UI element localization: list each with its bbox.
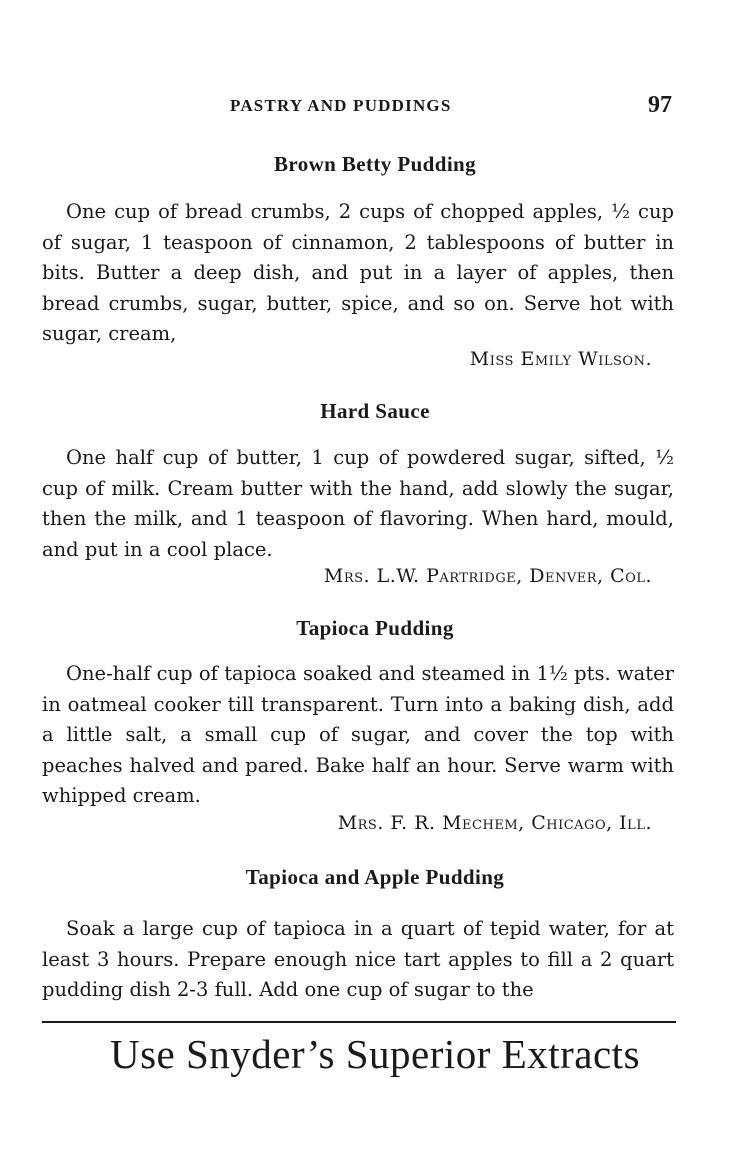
recipe-attribution-brown-betty: Miss Emily Wilson. [469,348,652,370]
running-head [0,92,750,122]
recipe-title-brown-betty: Brown Betty Pudding [273,152,477,176]
recipe-body-brown-betty: One cup of bread crumbs, 2 cups of chopped apples, ½ cup of sugar, 1 teaspoon of cinnamon, 2 tablespoons of butter in bits. Butter a deep dish, and put in a layer of apples, then bread crumbs, sugar, butter, spice, and so on. Serve hot with sugar, cream, [42,200,674,345]
recipe-body-hard-sauce: One half cup of butter, 1 cup of powdered sugar, sifted, ½ cup of milk. Cream butter with the hand, add slowly the sugar, then the milk, and 1 teaspoon of flavoring. When hard, mould, and put in a cool place. [42,446,674,561]
recipe-title-tapioca-apple: Tapioca and Apple Pudding [245,865,505,889]
page-number: 97 [648,92,672,118]
recipe-body-tapioca: One-half cup of tapioca soaked and steamed in 1½ pts. water in oatmeal cooker till transparent. Turn into a baking dish, add a little salt, a small cup of sugar, and cover the top with peaches halved and pared. Bake half an hour. Serve warm with whipped cream. [42,662,674,807]
recipe-body-tapioca-apple: Soak a large cup of tapioca in a quart of tepid water, for at least 3 hours. Prepare enough nice tart apples to fill a 2 quart pudding dish 2-3 full. Add one cup of sugar to the [42,917,674,1001]
recipe-title-tapioca: Tapioca Pudding [296,616,454,640]
footer-advertisement: Use Snyder’s Superior Extracts [109,1031,641,1077]
footer-rule [42,1021,676,1023]
recipe-attribution-tapioca: Mrs. F. R. Mechem, Chicago, Ill. [337,812,652,834]
recipe-title-hard-sauce: Hard Sauce [320,399,430,423]
running-title: PASTRY AND PUDDINGS [230,96,452,115]
recipe-attribution-hard-sauce: Mrs. L.W. Partridge, Denver, Col. [323,565,652,587]
